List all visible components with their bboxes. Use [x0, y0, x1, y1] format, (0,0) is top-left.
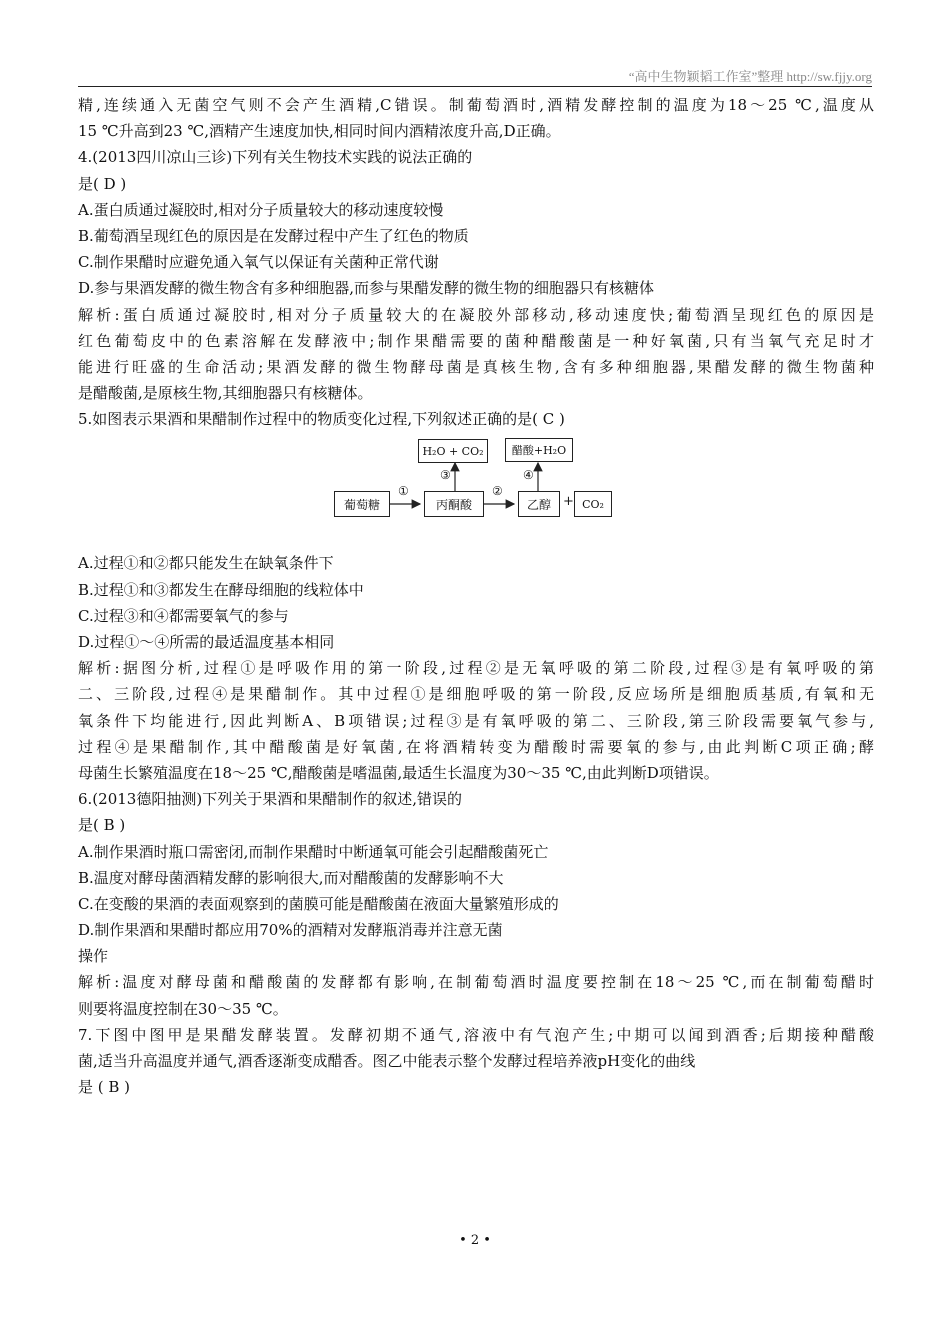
option-b: B.温度对酵母菌酒精发酵的影响很大,而对醋酸菌的发酵影响不大: [78, 868, 504, 887]
option-c: C.制作果醋时应避免通入氧气以保证有关菌种正常代谢: [78, 253, 439, 272]
analysis-line: 红色葡萄皮中的色素溶解在发酵液中;制作果醋需要的菌种醋酸菌是一种好氧菌,只有当氧气充足时才: [78, 331, 874, 350]
analysis-line: 是醋酸菌,是原核生物,其细胞器只有核糖体。: [78, 384, 373, 403]
analysis-line: 氧条件下均能进行,因此判断A、B项错误;过程③是有氧呼吸的第二、三阶段,第三阶段需要氧气参与,: [78, 711, 874, 730]
analysis-line: 解析:据图分析,过程①是呼吸作用的第一阶段,过程②是无氧呼吸的第二阶段,过程③是有氧呼吸的第: [78, 659, 874, 678]
label-process-3: ③: [440, 468, 451, 482]
analysis-line: 解析:蛋白质通过凝胶时,相对分子质量较大的在凝胶外部移动,移动速度快;葡萄酒呈现红色的原因是: [78, 305, 874, 324]
option-d-continued: 操作: [78, 947, 109, 966]
question-6-answer: 是( B ): [78, 816, 126, 835]
question-4-stem: 4.(2013四川凉山三诊)下列有关生物技术实践的说法正确的: [78, 148, 473, 167]
question-7-stem: 7.下图中图甲是果醋发酵装置。发酵初期不通气,溶液中有气泡产生;中期可以闻到酒香;后期接种醋酸: [78, 1025, 874, 1044]
question-7-answer: 是 ( B ): [78, 1078, 131, 1097]
box-glucose: 葡萄糖: [334, 491, 390, 517]
option-b: B.葡萄酒呈现红色的原因是在发酵过程中产生了红色的物质: [78, 226, 469, 245]
option-a: A.蛋白质通过凝胶时,相对分子质量较大的移动速度较慢: [78, 200, 444, 219]
box-co2: CO₂: [574, 491, 612, 517]
plus-sign: +: [563, 494, 574, 509]
page-number: • 2 •: [459, 1233, 491, 1248]
question-5-stem: 5.如图表示果酒和果醋制作过程中的物质变化过程,下列叙述正确的是( C ): [78, 410, 565, 429]
question-4-answer: 是( D ): [78, 174, 127, 193]
analysis-line: 母菌生长繁殖温度在18～25 ℃,醋酸菌是嗜温菌,最适生长温度为30～35 ℃,由此判断D项错误。: [78, 763, 719, 782]
label-process-1: ①: [398, 484, 409, 498]
box-ethanol: 乙醇: [518, 491, 560, 517]
analysis-line: 解析:温度对酵母菌和醋酸菌的发酵都有影响,在制葡萄酒时温度要控制在18～25 ℃,而在制葡萄醋时: [78, 973, 874, 992]
option-d: D.制作果酒和果醋时都应用70%的酒精对发酵瓶消毒并注意无菌: [78, 921, 503, 940]
option-d: D.过程①～④所需的最适温度基本相同: [78, 633, 335, 651]
question-7-stem: 菌,适当升高温度并通气,酒香逐渐变成醋香。图乙中能表示整个发酵过程培养液pH变化的曲线: [78, 1052, 696, 1070]
box-acetic-acid-water: 醋酸+H₂O: [505, 438, 573, 462]
analysis-line: 过程④是果醋制作,其中醋酸菌是好氧菌,在将酒精转变为醋酸时需要氧的参与,由此判断C项正确;酵: [78, 737, 874, 756]
label-process-2: ②: [492, 484, 503, 498]
page-header: “高中生物颖韬工作室”整理 http://sw.fjjy.org: [628, 69, 872, 84]
analysis-line: 二、三阶段,过程④是果醋制作。其中过程①是细胞呼吸的第一阶段,反应场所是细胞质基质,有氧和无: [78, 685, 874, 704]
label-process-4: ④: [523, 468, 534, 482]
box-pyruvate: 丙酮酸: [424, 491, 484, 517]
question-6-stem: 6.(2013德阳抽测)下列关于果酒和果醋制作的叙述,错误的: [78, 790, 462, 809]
option-c: C.过程③和④都需要氧气的参与: [78, 606, 289, 625]
fermentation-flow-diagram: [78, 434, 874, 530]
option-c: C.在变酸的果酒的表面观察到的菌膜可能是醋酸菌在液面大量繁殖形成的: [78, 894, 559, 913]
header-rule: [78, 86, 872, 87]
document-body: [78, 92, 874, 1100]
option-a: A.过程①和②都只能发生在缺氧条件下: [78, 554, 334, 573]
option-a: A.制作果酒时瓶口需密闭,而制作果醋时中断通氧可能会引起醋酸菌死亡: [78, 842, 549, 861]
option-b: B.过程①和③都发生在酵母细胞的线粒体中: [78, 580, 364, 599]
text-line: 精,连续通入无菌空气则不会产生酒精,C错误。制葡萄酒时,酒精发酵控制的温度为18～25 ℃,温度从: [78, 96, 874, 114]
option-d: D.参与果酒发酵的微生物含有多种细胞器,而参与果醋发酵的微生物的细胞器只有核糖体: [78, 279, 655, 298]
text-line: 15 ℃升高到23 ℃,酒精产生速度加快,相同时间内酒精浓度升高,D正确。: [78, 122, 561, 141]
analysis-line: 则要将温度控制在30～35 ℃。: [78, 999, 288, 1018]
analysis-line: 能进行旺盛的生命活动;果酒发酵的微生物酵母菌是真核生物,含有多种细胞器,果醋发酵的微生物菌种: [78, 357, 874, 376]
box-h2o-co2: H₂O + CO₂: [418, 439, 488, 463]
